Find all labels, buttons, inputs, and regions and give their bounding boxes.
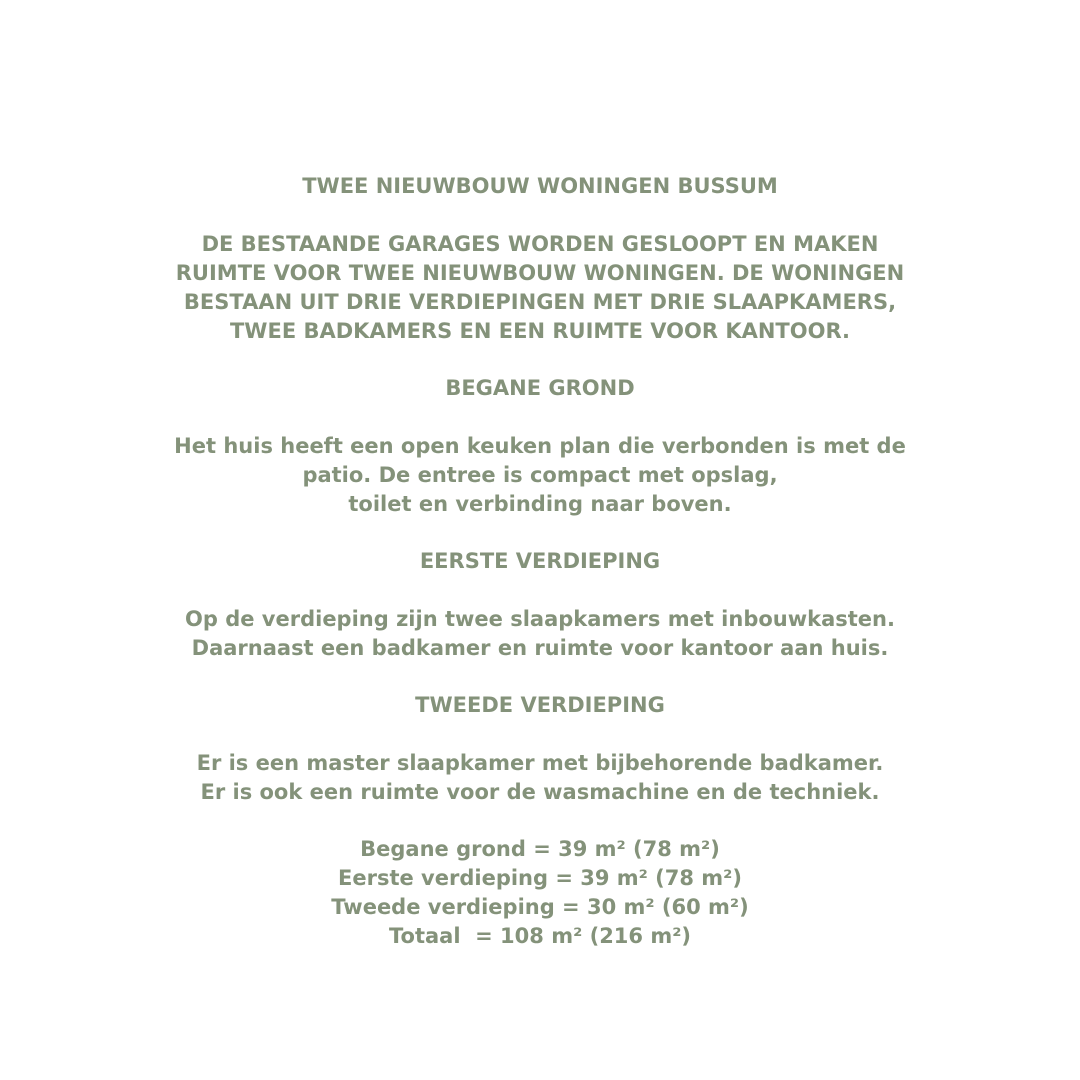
section-heading: EERSTE VERDIEPING	[419, 549, 661, 573]
intro-line: DE BESTAANDE GARAGES WORDEN GESLOOPT EN MAKEN	[201, 232, 879, 256]
intro-paragraph	[0, 230, 1080, 346]
section-heading-eerste-verdieping	[0, 547, 1080, 576]
section-text-begane-grond	[0, 432, 1080, 519]
section-text-tweede-verdieping	[0, 749, 1080, 807]
section-heading: TWEEDE VERDIEPING	[415, 693, 665, 717]
title-block	[0, 172, 1080, 201]
intro-line: RUIMTE VOOR TWEE NIEUWBOUW WONINGEN. DE WONINGEN	[175, 261, 905, 285]
page-title: TWEE NIEUWBOUW WONINGEN BUSSUM	[302, 174, 778, 198]
section-line: Er is ook een ruimte voor de wasmachine en de techniek.	[200, 780, 880, 804]
section-line: patio. De entree is compact met opslag,	[302, 463, 778, 487]
section-heading: BEGANE GROND	[445, 376, 635, 400]
intro-line: TWEE BADKAMERS EN EEN RUIMTE VOOR KANTOOR.	[229, 319, 850, 343]
section-line: toilet en verbinding naar boven.	[348, 492, 732, 516]
section-text-eerste-verdieping	[0, 605, 1080, 663]
intro-line: BESTAAN UIT DRIE VERDIEPINGEN MET DRIE SLAAPKAMERS,	[183, 290, 897, 314]
section-line: Er is een master slaapkamer met bijbehorende badkamer.	[196, 751, 884, 775]
area-line-begane-grond: Begane grond = 39 m² (78 m²)	[360, 837, 720, 861]
area-line-totaal: Totaal = 108 m² (216 m²)	[388, 924, 692, 948]
section-heading-begane-grond	[0, 374, 1080, 403]
section-line: Daarnaast een badkamer en ruimte voor kantoor aan huis.	[191, 636, 889, 660]
area-line-eerste-verdieping: Eerste verdieping = 39 m² (78 m²)	[338, 866, 742, 890]
section-line: Op de verdieping zijn twee slaapkamers met inbouwkasten.	[185, 607, 895, 631]
section-heading-tweede-verdieping	[0, 691, 1080, 720]
area-summary	[0, 835, 1080, 951]
area-line-tweede-verdieping: Tweede verdieping = 30 m² (60 m²)	[331, 895, 749, 919]
section-line: Het huis heeft een open keuken plan die verbonden is met de	[174, 434, 906, 458]
